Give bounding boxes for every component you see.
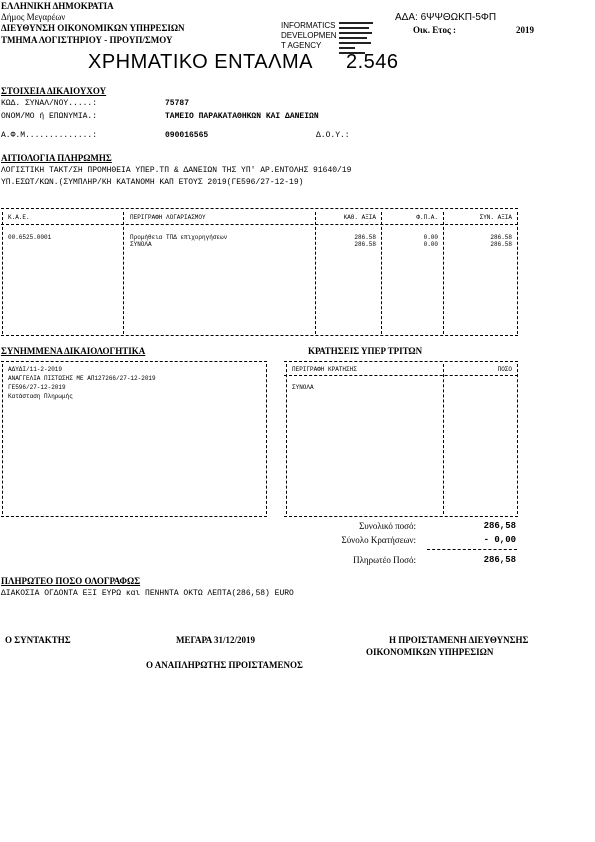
payable-amount-label: Πληρωτέο Ποσό: xyxy=(353,555,416,565)
documents-bottom-rule xyxy=(1,516,267,517)
header-department: ΤΜΗΜΑ ΛΟΓΙΣΤΗΡΙΟΥ - ΠΡΟΥΠ/ΣΜΟΥ xyxy=(1,35,173,45)
table-header-desc: ΠΕΡΙΓΡΑΦΗ ΛΟΓΑΡΙΑΣΜΟΥ xyxy=(130,214,206,221)
beneficiary-name-value: ΤΑΜΕΙΟ ΠΑΡΑΚΑΤΑΘΗΚΩΝ ΚΑΙ ΔΑΝΕΙΩΝ xyxy=(165,112,319,121)
stamp-org xyxy=(281,21,337,51)
row-net: 286.58 xyxy=(354,241,376,248)
page-title xyxy=(88,51,399,74)
amount-words-title: ΠΛΗΡΩΤΕΟ ΠΟΣΟ ΟΛΟΓΡΑΦΩΣ xyxy=(1,576,141,586)
row-total: 286.58 xyxy=(490,234,512,241)
documents-right-border xyxy=(266,364,267,514)
list-item: Κατάσταση Πληρωμής xyxy=(8,393,73,400)
table-bottom-rule xyxy=(1,335,518,336)
table-header-kae: Κ.Α.Ε. xyxy=(8,214,30,221)
table-header-total: ΣΥΝ. ΑΞΙΑ xyxy=(479,214,512,221)
payable-amount-value: 286,58 xyxy=(483,555,516,565)
amount-words-text: ΔΙΑΚΟΣΙΑ ΟΓΔΟΝΤΑ ΕΞΙ ΕΥΡΩ και ΠΕΝΗΝΤΑ ΟΚΤΩ ΛΕΠΤΑ(286,58) EURO xyxy=(1,589,294,598)
title-number: 2.546 xyxy=(346,51,399,73)
table-top-rule xyxy=(1,208,518,209)
documents-top-rule xyxy=(1,361,267,362)
deductions-header-amount: ΠΟΣΟ xyxy=(497,366,512,373)
table-col-divider xyxy=(517,212,518,334)
list-item: ΓΕ596/27-12-2019 xyxy=(8,384,66,391)
fiscal-year-value: 2019 xyxy=(516,25,534,35)
row-vat: 0.00 xyxy=(423,241,438,248)
header-directorate: ΔΙΕΥΘΥΝΣΗ ΟΙΚΟΝΟΜΙΚΩΝ ΥΠΗΡΕΣΙΩΝ xyxy=(1,23,185,33)
total-amount-label: Συνολικό ποσό: xyxy=(359,521,416,531)
documents-left-border xyxy=(2,364,3,514)
beneficiary-doy-label: Δ.Ο.Υ.: xyxy=(316,131,350,140)
header-country: ΕΛΛΗΝΙΚΗ ΔΗΜΟΚΡΑΤΙΑ xyxy=(1,1,114,11)
signature-place-date: ΜΕΓΑΡΑ 31/12/2019 xyxy=(176,635,255,645)
total-deductions-label: Σύνολο Κρατήσεων: xyxy=(341,535,416,545)
table-col-divider xyxy=(381,212,382,334)
signature-head-title-2: ΟΙΚΟΝΟΜΙΚΩΝ ΥΠΗΡΕΣΙΩΝ xyxy=(366,647,494,657)
justification-line1: ΛΟΓΙΣΤΙΚΗ ΤΑΚΤ/ΣΗ ΠΡΟΜΗΘΕΙΑ ΥΠΕΡ.ΤΠ & ΔΑΝΕΙΩΝ ΤΗΣ ΥΠ' ΑΡ.ΕΝΤΟΛΗΣ 91640/19 xyxy=(1,166,352,175)
table-col-divider xyxy=(315,212,316,334)
table-header-vat: Φ.Π.Α. xyxy=(416,214,438,221)
deductions-right-border xyxy=(517,364,518,514)
row-total: 286.58 xyxy=(490,241,512,248)
table-header-rule xyxy=(1,224,518,225)
total-amount-value: 286,58 xyxy=(483,521,516,531)
deductions-bottom-rule xyxy=(284,516,518,517)
deductions-section-title: ΚΡΑΤΗΣΕΙΣ ΥΠΕΡ ΤΡΙΤΩΝ xyxy=(308,346,423,356)
row-vat: 0.00 xyxy=(423,234,438,241)
deductions-top-rule xyxy=(284,361,518,362)
list-item: ΑΔΥΔΙ/11-2-2019 xyxy=(8,366,63,373)
table-col-divider xyxy=(2,212,3,334)
deductions-header-rule xyxy=(284,375,518,376)
beneficiary-code-label: ΚΩΔ. ΣΥΝΑΛ/ΝΟΥ.....: xyxy=(1,99,98,108)
row-kae: 00.6525.0001 xyxy=(8,234,52,241)
justification-line2: ΥΠ.ΕΣΩΤ/ΚΩΝ.(ΣΥΜΠΛΗΡ/ΚΗ ΚΑΤΑΝΟΜΗ ΚΑΠ ΕΤΟΥΣ 2019(ΓΕ596/27-12-19) xyxy=(1,178,304,187)
documents-section-title: ΣΥΝΗΜΜΕΝΑ ΔΙΚΑΙΟΛΟΓΗΤΙΚΑ xyxy=(1,346,146,356)
beneficiary-code-value: 75787 xyxy=(165,99,190,108)
signature-head-title-1: Η ΠΡΟΙΣΤΑΜΕΝΗ ΔΙΕΥΘΥΝΣΗΣ xyxy=(389,635,529,645)
stamp-org-line1: INFORMATICS xyxy=(281,21,336,30)
total-deductions-value: - 0,00 xyxy=(483,535,516,545)
stamp-org-line2: DEVELOPMEN xyxy=(281,31,337,40)
table-header-net: ΚΑΘ. ΑΞΙΑ xyxy=(343,214,376,221)
title-label: ΧΡΗΜΑΤΙΚΟ ΕΝΤΑΛΜΑ xyxy=(88,51,312,73)
deductions-col-divider xyxy=(443,364,444,514)
deductions-total-label: ΣΥΝΟΛΑ xyxy=(292,384,314,391)
beneficiary-afm-label: Α.Φ.Μ..............: xyxy=(1,131,98,140)
fiscal-year-label: Οικ. Ετος : xyxy=(413,25,456,35)
stamp-org-line3: T AGENCY xyxy=(281,41,322,50)
table-col-divider xyxy=(443,212,444,334)
beneficiary-afm-value: 090016565 xyxy=(165,131,209,140)
row-desc: ΣΥΝΟΛΑ xyxy=(130,241,152,248)
beneficiary-name-label: ΟΝΟΜ/ΜΟ ή ΕΠΩΝΥΜΙΑ.: xyxy=(1,112,98,121)
table-col-divider xyxy=(123,212,124,334)
list-item: ΑΝΑΓΓΕΛΙΑ ΠΙΣΤΩΣΗΣ ΜΕ ΑΠ127266/27-12-2019 xyxy=(8,375,156,382)
header-municipality: Δήμος Μεγαρέων xyxy=(1,12,66,22)
signature-composer: Ο ΣΥΝΤΑΚΤΗΣ xyxy=(5,635,71,645)
totals-rule xyxy=(427,549,517,550)
beneficiary-section-title: ΣΤΟΙΧΕΙΑ ΔΙΚΑΙΟΥΧΟΥ xyxy=(1,86,107,96)
row-net: 286.58 xyxy=(354,234,376,241)
row-desc: Προμήθεια ΤΠΔ επιχορηγήσεων xyxy=(130,234,228,241)
deductions-left-border xyxy=(286,364,287,514)
signature-deputy: Ο ΑΝΑΠΛΗΡΩΤΗΣ ΠΡΟΙΣΤΑΜΕΝΟΣ xyxy=(146,660,303,670)
deductions-header-desc: ΠΕΡΙΓΡΑΦΗ ΚΡΑΤΗΣΗΣ xyxy=(292,366,357,373)
justification-section-title: ΑΙΤΙΟΛΟΓΙΑ ΠΛΗΡΩΜΗΣ xyxy=(1,153,112,163)
ada-code: ΑΔΑ: 6ΨΨΘΩΚΠ-5ΦΠ xyxy=(395,12,497,23)
